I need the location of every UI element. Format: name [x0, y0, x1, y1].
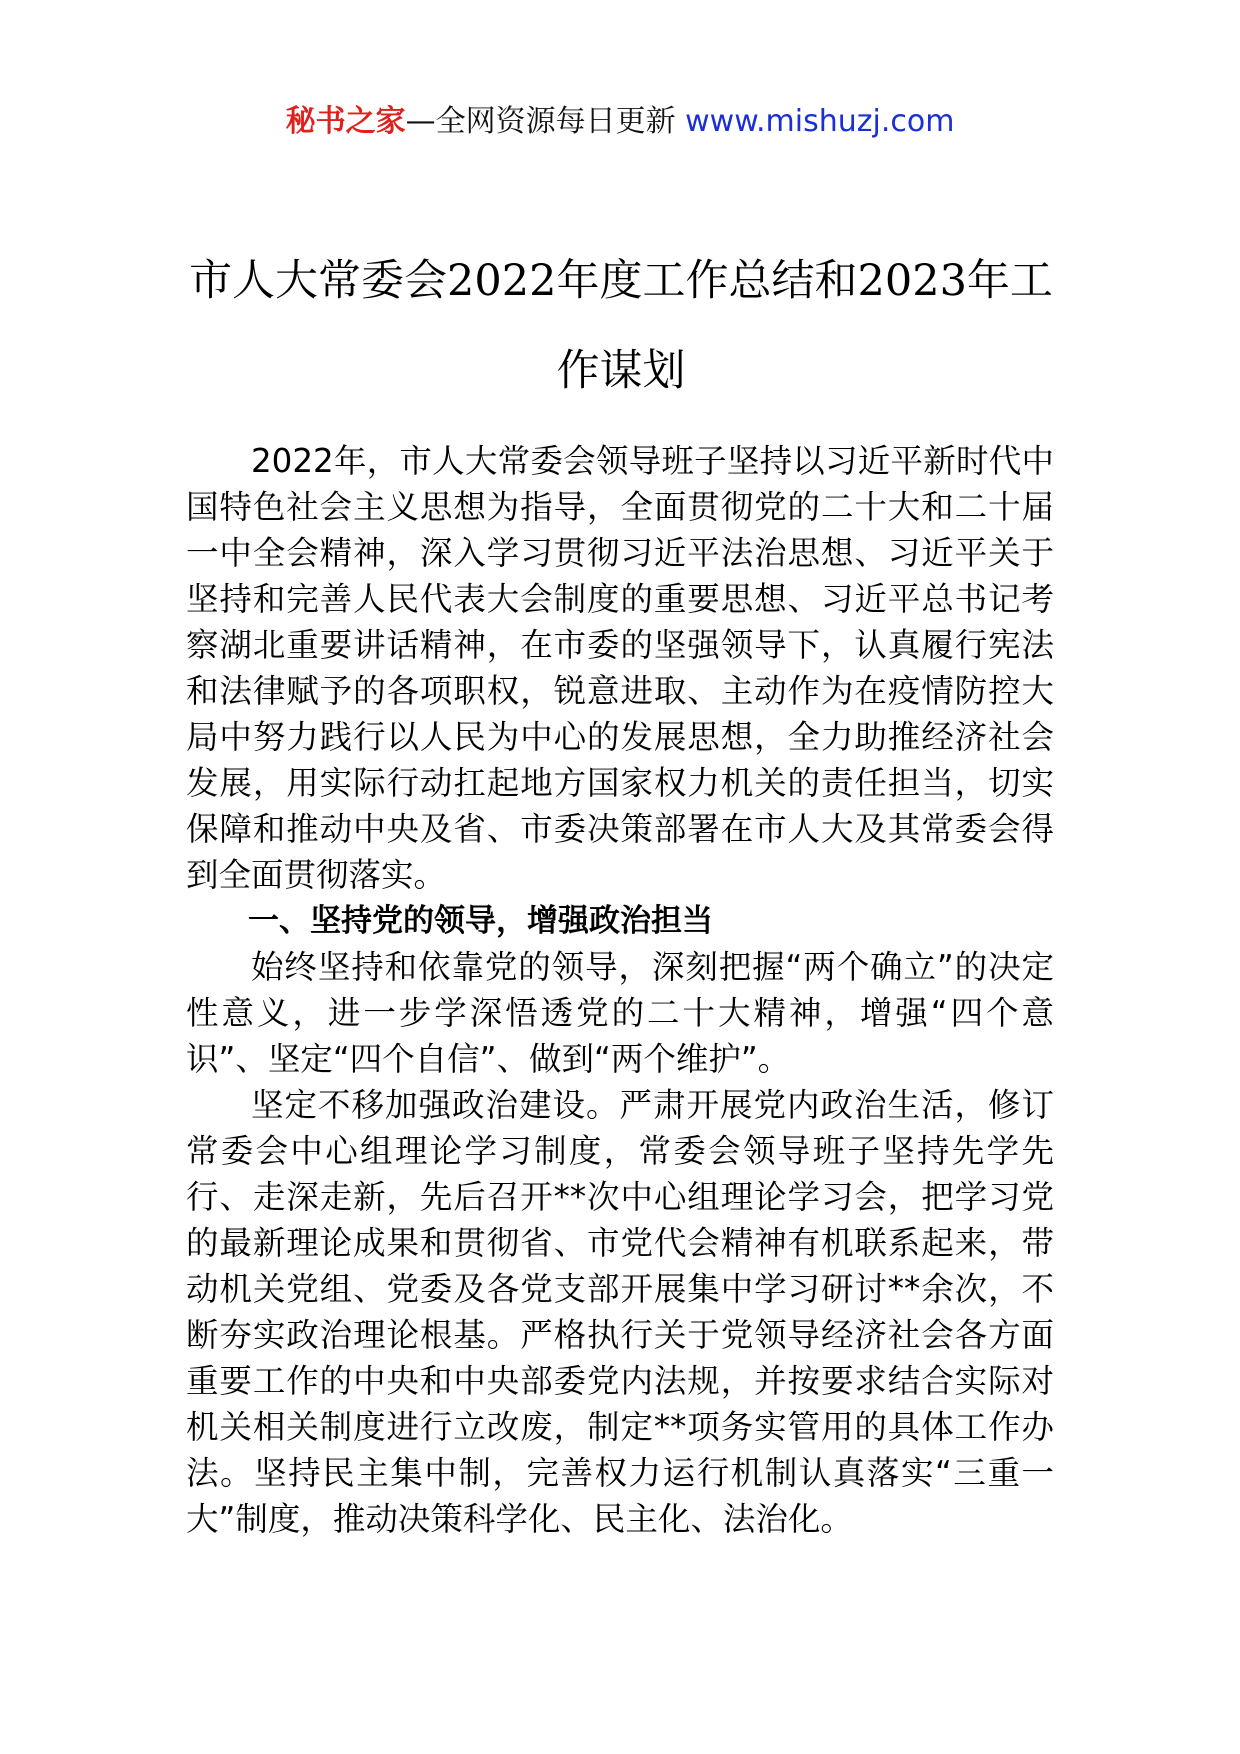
document-title: 市人大常委会2022年度工作总结和2023年工作谋划: [189, 256, 1053, 396]
intro-paragraph: 2022年，市人大常委会领导班子坚持以习近平新时代中国特色社会主义思想为指导，全面贯彻党的二十大和二十届一中全会精神，深入学习贯彻习近平法治思想、习近平关于坚持和完善人民代表大会制度的重要思想、习近平总书记考察湖北重要讲话精神，在市委的坚强领导下，认真履行宪法和法律赋予的各项职权，锐意进取、主动作为在疫情防控大局中努力践行以人民为中心的发展思想，全力助推经济社会发展，用实际行动扛起地方国家权力机关的责任担当，切实保障和推动中央及省、市委决策部署在市人大及其常委会得到全面贯彻落实。: [186, 442, 1054, 894]
body-paragraph: 坚定不移加强政治建设。严肃开展党内政治生活，修订常委会中心组理论学习制度，常委会领导班子坚持先学先行、走深走新，先后召开**次中心组理论学习会，把学习党的最新理论成果和贯彻省、市党代会精神有机联系起来，带动机关党组、党委及各党支部开展集中学习研讨**余次，不断夯实政治理论根基。严格执行关于党领导经济社会各方面重要工作的中央和中央部委党内法规，并按要求结合实际对机关相关制度进行立改废，制定**项务实管用的具体工作办法。坚持民主集中制，完善权力运行机制认真落实“三重一大”制度，推动决策科学化、民主化、法治化。: [186, 1086, 1054, 1538]
header-tagline: —全网资源每日更新: [405, 104, 676, 139]
brand-name: 秘书之家: [285, 104, 406, 139]
document-body: [186, 438, 1054, 1542]
site-url-link[interactable]: www.mishuzj.com: [685, 104, 955, 139]
body-paragraph: 始终坚持和依靠党的领导，深刻把握“两个确立”的决定性意义，进一步学深悟透党的二十大精神，增强“四个意识”、坚定“四个自信”、做到“两个维护”。: [186, 948, 1054, 1078]
section-heading: 一、坚持党的领导，增强政治担当: [248, 903, 713, 939]
site-header: [0, 100, 1240, 144]
